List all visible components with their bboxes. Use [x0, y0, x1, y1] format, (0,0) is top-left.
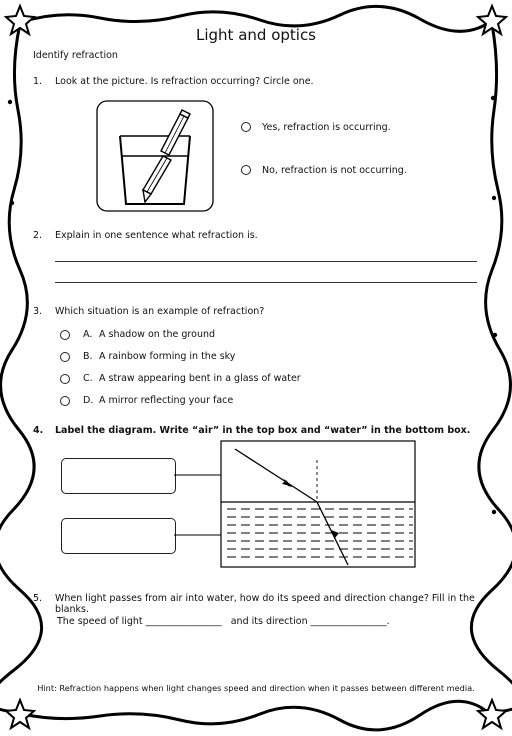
- q5-speed-blank[interactable]: ________________: [145, 616, 222, 627]
- q1-text: Look at the picture. Is refraction occurring? Circle one.: [55, 76, 314, 87]
- q1-yes-label: Yes, refraction is occurring.: [262, 122, 391, 133]
- q1-number: 1.: [33, 76, 43, 87]
- refraction-diagram: [174, 440, 417, 568]
- q4-number: 4.: [33, 425, 44, 436]
- q3-option-b-radio[interactable]: [60, 352, 70, 362]
- q4-text: Label the diagram. Write “air” in the top box and “water” in the bottom box.: [55, 425, 471, 436]
- q3-option-a-radio[interactable]: [60, 330, 70, 340]
- q2-number: 2.: [33, 230, 43, 241]
- q3-option-c-letter: C.: [83, 373, 93, 384]
- q2-answer-line-1[interactable]: [55, 261, 477, 262]
- q5-direction-blank[interactable]: ________________: [310, 616, 387, 627]
- q3-option-c-text: A straw appearing bent in a glass of water: [99, 373, 301, 384]
- q5-number: 5.: [33, 593, 43, 604]
- q5-sentence-part2: and its direction: [230, 616, 308, 627]
- q3-option-b-letter: B.: [83, 351, 93, 362]
- q3-option-d-radio[interactable]: [60, 396, 70, 406]
- water-label-box[interactable]: [61, 518, 176, 554]
- q3-number: 3.: [33, 306, 43, 317]
- q3-option-c-radio[interactable]: [60, 374, 70, 384]
- q5-text: When light passes from air into water, how do its speed and direction change? Fill in the blanks.: [55, 593, 475, 615]
- q1-no-radio[interactable]: [241, 165, 251, 175]
- hint-text: Hint: Refraction happens when light changes speed and direction when it passes between different media.: [37, 683, 475, 693]
- glass-pencil-image: [96, 100, 214, 212]
- q2-text: Explain in one sentence what refraction is.: [55, 230, 258, 241]
- page-title: Light and optics: [196, 26, 316, 44]
- q3-option-d-text: A mirror reflecting your face: [99, 395, 234, 406]
- page-subtitle: Identify refraction: [33, 50, 118, 61]
- q3-option-a-letter: A.: [83, 329, 93, 340]
- q3-text: Which situation is an example of refraction?: [55, 306, 265, 317]
- q5-sentence-end: .: [386, 616, 390, 627]
- air-label-box[interactable]: [61, 458, 176, 494]
- q1-no-label: No, refraction is not occurring.: [262, 165, 407, 176]
- q2-answer-line-2[interactable]: [55, 282, 477, 283]
- q3-option-a-text: A shadow on the ground: [99, 329, 216, 340]
- q5-sentence-part1: The speed of light: [57, 616, 143, 627]
- q5-sentence: [57, 616, 390, 627]
- q1-yes-radio[interactable]: [241, 122, 251, 132]
- q3-option-b-text: A rainbow forming in the sky: [99, 351, 236, 362]
- q3-option-d-letter: D.: [83, 395, 94, 406]
